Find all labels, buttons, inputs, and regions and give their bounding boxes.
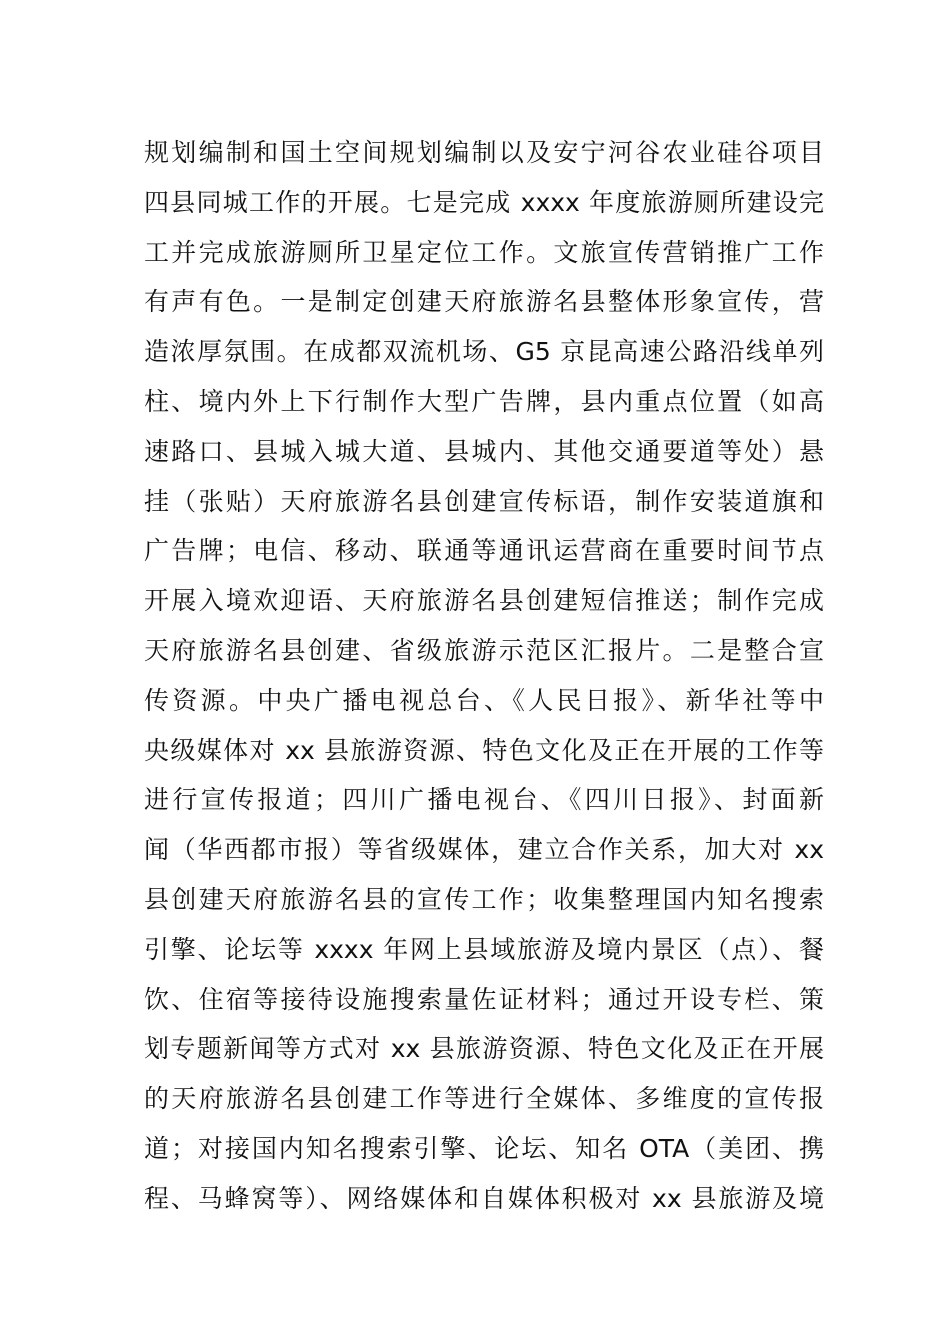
text-line: 饮、住宿等接待设施搜索量佐证材料；通过开设专栏、策	[144, 984, 824, 1014]
text-line: 划专题新闻等方式对 xx 县旅游资源、特色文化及正在开展	[144, 1034, 824, 1064]
text-line: 程、马蜂窝等）、网络媒体和自媒体积极对 xx 县旅游及境	[144, 1183, 824, 1213]
text-line: 传资源。中央广播电视总台、《人民日报》、新华社等中	[144, 685, 824, 715]
text-line: 引擎、论坛等 xxxx 年网上县域旅游及境内景区（点）、餐	[144, 934, 824, 964]
text-line: 闻（华西都市报）等省级媒体，建立合作关系，加大对 xx	[144, 835, 824, 865]
text-line: 有声有色。一是制定创建天府旅游名县整体形象宣传，营	[144, 287, 824, 317]
text-line: 造浓厚氛围。在成都双流机场、G5 京昆高速公路沿线单列	[144, 337, 824, 367]
body-paragraph	[144, 128, 824, 1224]
text-line: 速路口、县城入城大道、县城内、其他交通要道等处）悬	[144, 436, 824, 466]
text-line: 挂（张贴）天府旅游名县创建宣传标语，制作安装道旗和	[144, 486, 824, 516]
text-line: 工并完成旅游厕所卫星定位工作。文旅宣传营销推广工作	[144, 237, 824, 267]
text-line: 四县同城工作的开展。七是完成 xxxx 年度旅游厕所建设完	[144, 187, 824, 217]
text-line: 规划编制和国土空间规划编制以及安宁河谷农业硅谷项目	[144, 138, 824, 167]
text-line: 开展入境欢迎语、天府旅游名县创建短信推送；制作完成	[144, 586, 824, 616]
text-line: 央级媒体对 xx 县旅游资源、特色文化及正在开展的工作等	[144, 735, 824, 765]
text-line: 道；对接国内知名搜索引擎、论坛、知名 OTA（美团、携	[144, 1133, 824, 1163]
text-line: 柱、境内外上下行制作大型广告牌，县内重点位置（如高	[144, 386, 824, 416]
text-line: 县创建天府旅游名县的宣传工作；收集整理国内知名搜索	[144, 884, 824, 914]
text-line: 广告牌；电信、移动、联通等通讯运营商在重要时间节点	[144, 536, 824, 566]
text-line: 天府旅游名县创建、省级旅游示范区汇报片。二是整合宣	[144, 635, 824, 665]
text-line: 进行宣传报道；四川广播电视台、《四川日报》、封面新	[144, 785, 824, 815]
text-line: 的天府旅游名县创建工作等进行全媒体、多维度的宣传报	[144, 1084, 824, 1114]
